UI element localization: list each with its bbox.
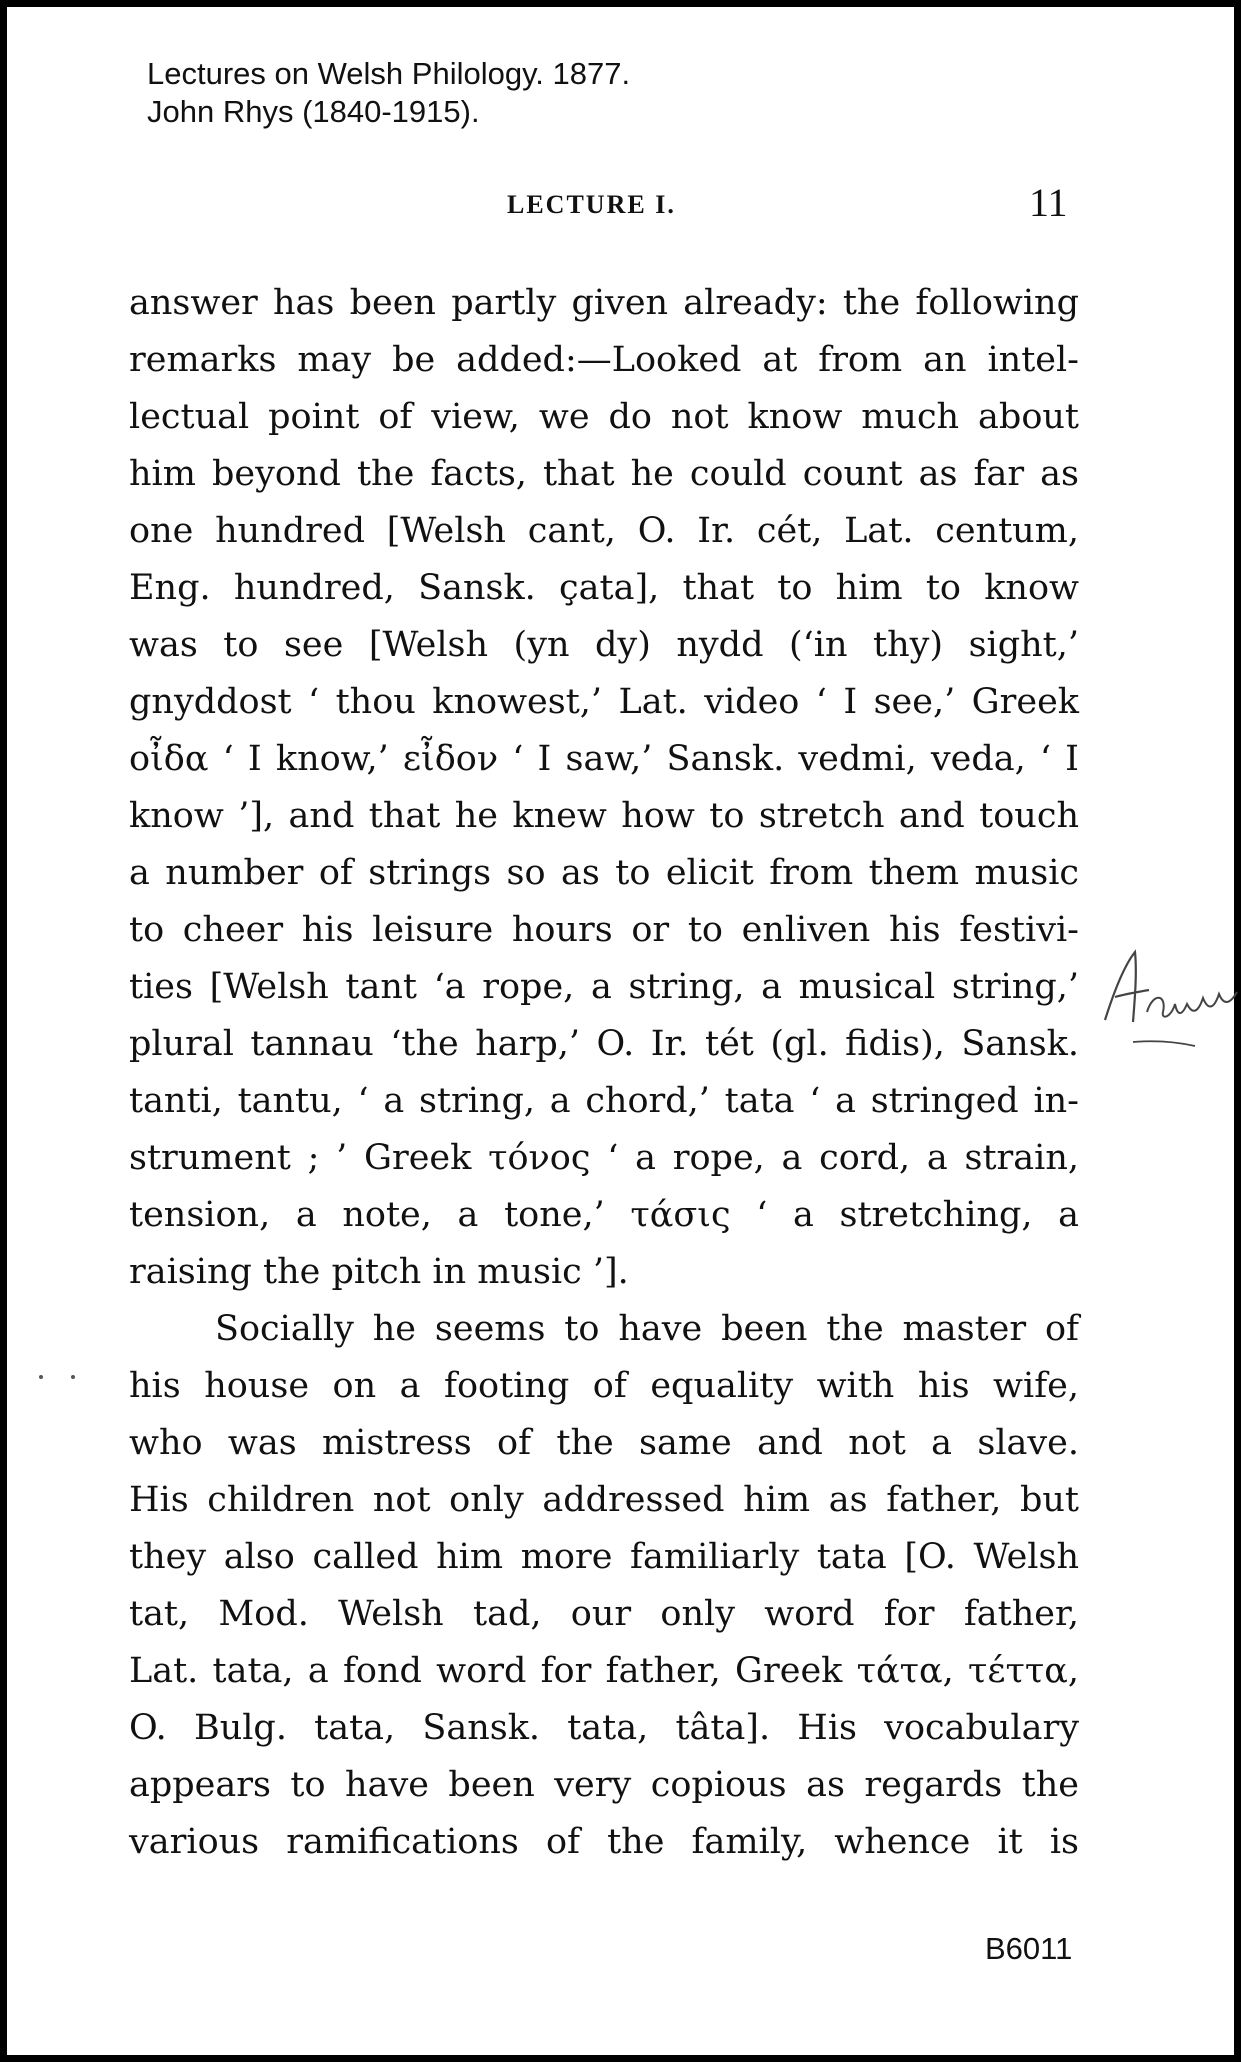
running-head-title: LECTURE I.	[507, 190, 676, 219]
text-line: raising the pitch in music ’].	[129, 1252, 629, 1292]
text-line: to cheer his leisure hours or to enliven his festivi-	[129, 910, 1079, 950]
text-line: lectual point of view, we do not know much about	[129, 397, 1079, 437]
text-line: him beyond the facts, that he could count as far as	[129, 454, 1079, 494]
archive-note-title: Lectures on Welsh Philology. 1877.	[147, 56, 631, 91]
margin-dots	[35, 1367, 85, 1387]
text-line: tension, a note, a tone,’ τάσις ‘ a stretching, a	[129, 1195, 1079, 1235]
paragraph-start-line: Socially he seems to have been the master of	[215, 1309, 1079, 1349]
text-line: answer has been partly given already: the following	[129, 283, 1079, 323]
text-line: appears to have been very copious as regards the	[129, 1765, 1079, 1805]
text-line: a number of strings so as to elicit from them music	[129, 853, 1079, 893]
text-line: His children not only addressed him as father, but	[129, 1480, 1079, 1520]
text-line: οἶδα ‘ I know,’ εἶδον ‘ I saw,’ Sansk. vedmi, veda, ‘ I	[129, 739, 1079, 779]
text-line: plural tannau ‘the harp,’ O. Ir. tét (gl. fidis), Sansk.	[129, 1024, 1079, 1064]
archive-note	[147, 55, 630, 131]
text-line: his house on a footing of equality with his wife,	[129, 1366, 1079, 1406]
text-line: tanti, tantu, ‘ a string, a chord,’ tata ‘ a stringed in-	[129, 1081, 1079, 1121]
text-line: gnyddost ‘ thou knowest,’ Lat. video ‘ I see,’ Greek	[129, 682, 1079, 722]
text-line: Eng. hundred, Sansk. çata], that to him to know	[129, 568, 1079, 608]
text-line: remarks may be added:—Looked at from an intel-	[129, 340, 1079, 380]
archive-note-author: John Rhys (1840-1915).	[147, 94, 480, 129]
text-line: who was mistress of the same and not a slave.	[129, 1423, 1079, 1463]
text-line: one hundred [Welsh cant, O. Ir. cét, Lat. centum,	[129, 511, 1079, 551]
text-line: tat, Mod. Welsh tad, our only word for father,	[129, 1594, 1079, 1634]
text-line: know ’], and that he knew how to stretch and touch	[129, 796, 1079, 836]
handwritten-margin-note	[1097, 942, 1241, 1062]
text-line: Lat. tata, a fond word for father, Greek τάτα, τέττα,	[129, 1651, 1079, 1691]
page-number: 11	[1029, 180, 1068, 225]
text-line: they also called him more familiarly tata [O. Welsh	[129, 1537, 1079, 1577]
catalog-code: B6011	[985, 1931, 1073, 1966]
text-line: O. Bulg. tata, Sansk. tata, tâta]. His vocabulary	[129, 1708, 1079, 1748]
text-line: various ramifications of the family, whence it is	[129, 1822, 1079, 1862]
text-line: strument ; ’ Greek τόνος ‘ a rope, a cord, a strain,	[129, 1138, 1079, 1178]
text-line: ties [Welsh tant ‘a rope, a string, a musical string,’	[129, 967, 1079, 1007]
text-line: was to see [Welsh (yn dy) nydd (‘in thy) sight,’	[129, 625, 1079, 665]
body-text	[129, 275, 1079, 1871]
